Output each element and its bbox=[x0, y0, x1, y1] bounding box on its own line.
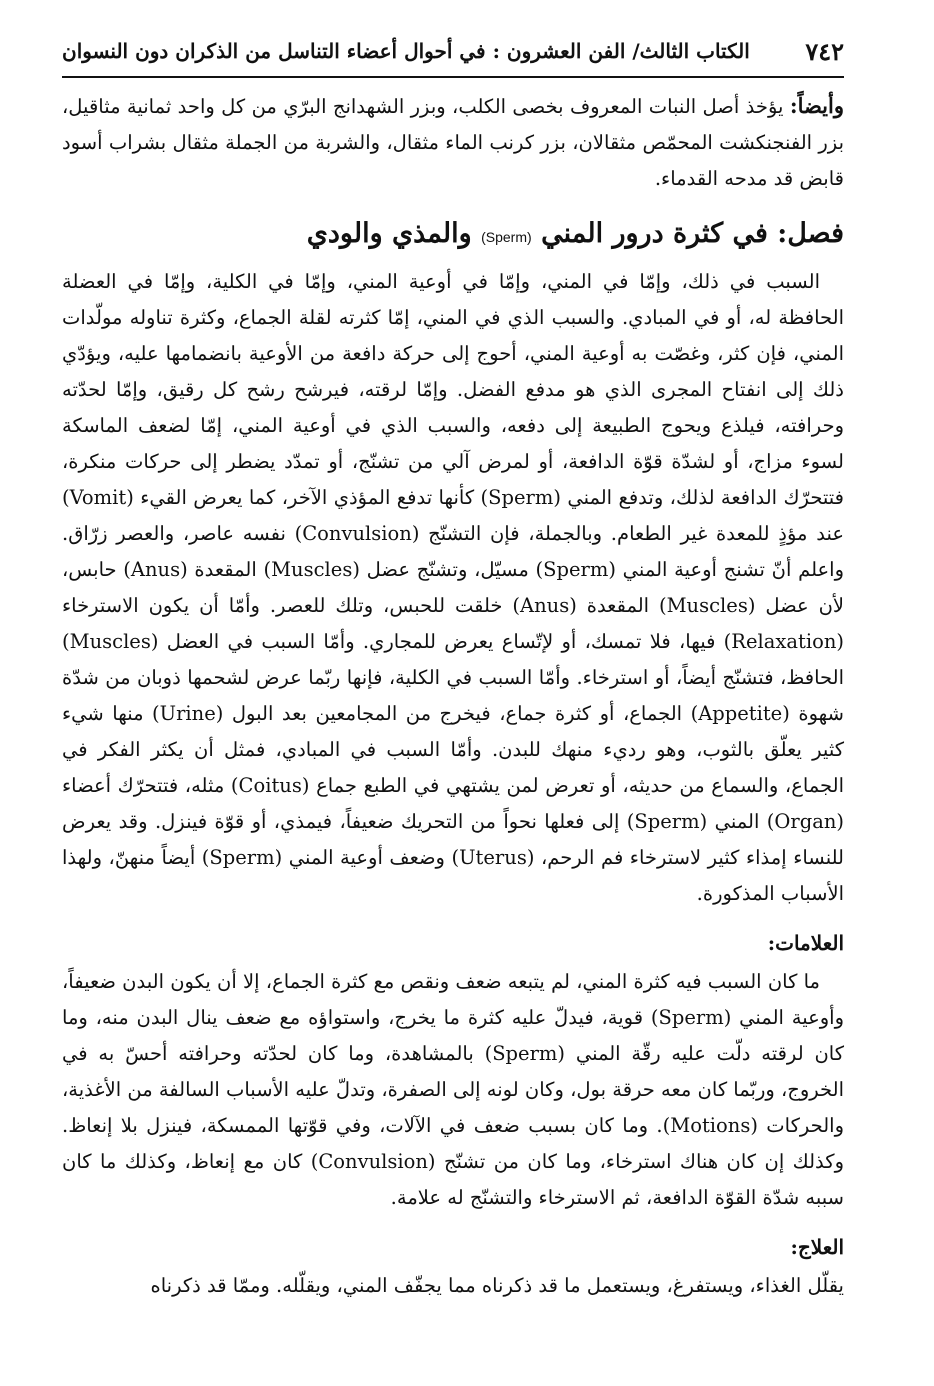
intro-text: يؤخذ أصل النبات المعروف بخصى الكلب، وبزر الشهدانج البرّي من كل واحد ثمانية مثاقيل، بزر الفنجنكشت المحمّص مثقالان، بزر كرنب الماء مثقال، والشربة من الجملة مثقال بشراب أسود قابض قد مدحه القدماء. bbox=[62, 95, 844, 190]
treatment-heading: العلاج: bbox=[790, 1235, 844, 1259]
section-heading bbox=[62, 213, 844, 258]
header-rule bbox=[62, 76, 844, 78]
intro-paragraph bbox=[62, 88, 844, 197]
book-page bbox=[62, 28, 844, 1304]
treatment-body: يقلّل الغذاء، ويستفرغ، ويستعمل ما قد ذكرناه مما يجفّف المني، ويقلّله. وممّا قد ذكرناه bbox=[150, 1274, 844, 1297]
signs-heading: العلامات: bbox=[767, 931, 844, 955]
header-title: الكتاب الثالث/ الفن العشرون : في أحوال أعضاء التناسل من الذكران دون النسوان bbox=[62, 39, 750, 63]
signs-body: ما كان السبب فيه كثرة المني، لم يتبعه ضعف ونقص مع كثرة الجماع، إلا أن يكون البدن ضعيفاً، وأوعية المني (Sperm) قوية، فيدلّ عليه كثرة ما يخرج، واستواؤه مع ضعف ينال البدن منه، وما كان لرقته دلّت عليه رقّة المني (Sperm) بالمشاهدة، وما كان لحدّته وحرافته أحسّ به في الخروج، وربّما كان معه حرقة بول، وكان لونه إلى الصفرة، وتدلّ عليه الأسباب السالفة من الأغذية، والحركات (Motions). وما كان بسبب ضعف في الآلات، وفي قوّتها الممسكة، فينزل بلا إنعاظ. وكذلك إن كان هناك استرخاء، وما كان من تشنّج (Convulsion) كان مع إنعاظ، وكذلك ما كان سببه شدّة القوّة الدافعة، ثم الاسترخاء والتشنّج له علامة. bbox=[62, 970, 845, 1209]
section-heading-part1: فصل: في كثرة درور المني bbox=[541, 218, 844, 249]
section-heading-latin: (Sperm) bbox=[481, 229, 532, 245]
section-heading-part2: والمذي والودي bbox=[306, 218, 472, 249]
page-number: ٧٤٢ bbox=[805, 36, 844, 66]
section-body: السبب في ذلك، وإمّا في المني، وإمّا في أوعية المني، وإمّا في الكلية، وإمّا في العضلة الحافظة له، أو في المبادي. والسبب الذي في المني، إمّا كثرته لقلة الجماع، وكثرة تناوله مولّدات المني، فإن كثر، وغصّت به أوعية المني، أحوج إلى حركة دافعة من الأوعية بانضمامها عليه، ويؤدّي ذلك إلى انفتاح المجرى الذي هو مدفع الفضل. وإمّا لرقته، فيرشح رشح كل رقيق، وإمّا لحدّته وحرافته، فيلذع ويحوج الطبيعة إلى دفعه، والسبب الذي في أوعية المني، إمّا لضعف الماسكة لسوء مزاج، أو لشدّة قوّة الدافعة، أو لمرض آلي من تشنّج، أو تمدّد يضطر إلى حركات منكرة، فتتحرّك الدافعة لذلك، وتدفع المني (Sperm) كأنها تدفع المؤذي الآخر، كما يعرض القيء (Vomit) عند مؤذٍ للمعدة غير الطعام. وبالجملة، فإن التشنّج (Convulsion) نفسه عاصر، والعصر زرّاق. واعلم أنّ تشنج أوعية المني (Sperm) مسيّل، وتشنّج عضل (Muscles) المقعدة (Anus) حابس، لأن عضل (Muscles) المقعدة (Anus) خلقت للحبس، وتلك للعصر. وأمّا أن يكون الاسترخاء (Relaxation) فيها، فلا تمسك، أو لإتّساع يعرض للمجاري. وأمّا السبب في العضل (Muscles) الحافظ، فتشنّج أيضاً، أو استرخاء. وأمّا السبب في الكلية، فإنها ربّما عرض لشحمها ذوبان من شدّة شهوة (Appetite) الجماع، أو كثرة جماع، فيخرج من المجامعين بعد البول (Urine) منها شيء كثير يعلّق بالثوب، وهو رديء منهك للبدن. وأمّا السبب في المبادي، فمثل أن يكثر الفكر في الجماع، والسماع من حديثه، أو تعرض لمن يشتهي في الطبع جماع (Coitus) مثله، فتتحرّك أعضاء (Organ) المني (Sperm) إلى فعلها نحواً من التحريك ضعيفاً، فيمذي، أو قوّة فينزل. وقد يعرض للنساء إمذاء كثير لاسترخاء فم الرحم، (Uterus) وضعف أوعية المني (Sperm) أيضاً منهنّ، ولهذا الأسباب المذكورة. bbox=[62, 270, 845, 905]
running-header bbox=[62, 28, 844, 74]
intro-lead: وأيضاً: bbox=[789, 93, 844, 118]
